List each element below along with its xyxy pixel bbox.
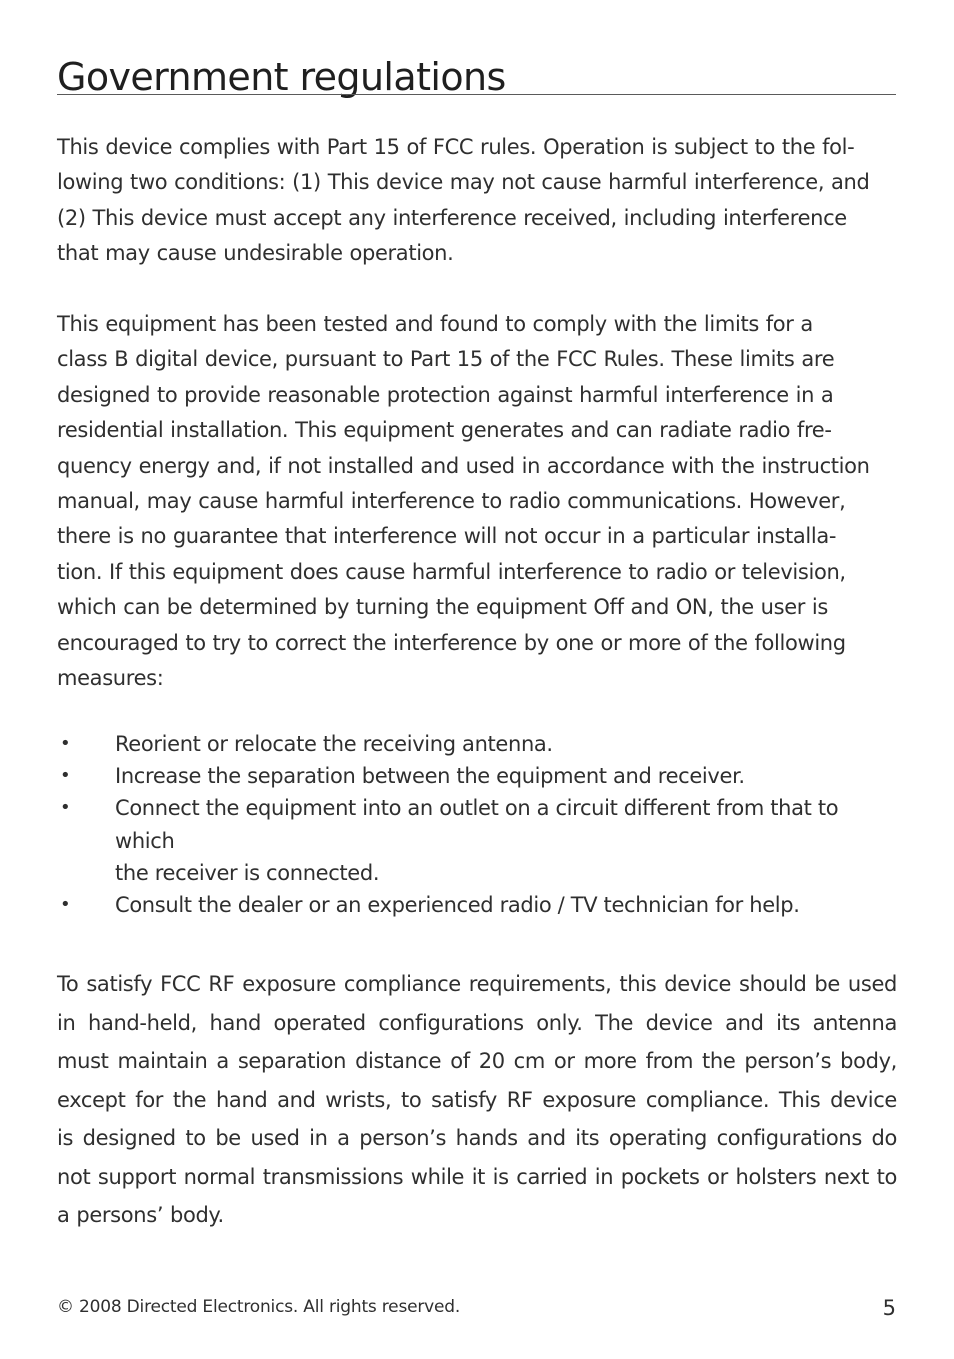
bullet-icon: • xyxy=(60,733,71,754)
list-item xyxy=(57,760,897,792)
measures-bullet-list xyxy=(57,728,897,921)
paragraph-line: is designed to be used in a person’s hands and its operating configurations do xyxy=(57,1126,897,1150)
list-item-text: Increase the separation between the equipment and receiver. xyxy=(115,764,745,789)
paragraph-line: measures: xyxy=(57,666,164,691)
paragraph-line: This device complies with Part 15 of FCC rules. Operation is subject to the fol- xyxy=(57,135,855,159)
paragraph-line: which can be determined by turning the equipment Off and ON, the user is xyxy=(57,595,828,620)
paragraph-line: residential installation. This equipment generates and can radiate radio fre- xyxy=(57,418,832,443)
paragraph-line: must maintain a separation distance of 20 cm or more from the person’s body, xyxy=(57,1049,897,1073)
paragraph-line: To satisfy FCC RF exposure compliance requirements, this device should be used xyxy=(57,972,897,996)
paragraph-rf-exposure xyxy=(57,965,897,1235)
list-item-text: Consult the dealer or an experienced radio / TV technician for help. xyxy=(115,893,800,918)
paragraph-class-b-equipment xyxy=(57,307,897,696)
paragraph-line: not support normal transmissions while it is carried in pockets or holsters next to xyxy=(57,1164,897,1189)
page-title: Government regulations xyxy=(57,55,506,99)
paragraph-line: This equipment has been tested and found to comply with the limits for a xyxy=(57,312,813,336)
list-item xyxy=(57,889,897,921)
paragraph-line: except for the hand and wrists, to satisfy RF exposure compliance. This device xyxy=(57,1087,897,1112)
list-item-text: the receiver is connected. xyxy=(115,860,380,885)
paragraph-line: class B digital device, pursuant to Part 15 of the FCC Rules. These limits are xyxy=(57,347,835,372)
paragraph-line: lowing two conditions: (1) This device may not cause harmful interference, and xyxy=(57,170,870,195)
footer-copyright: © 2008 Directed Electronics. All rights reserved. xyxy=(57,1297,461,1317)
bullet-icon: • xyxy=(60,797,71,819)
paragraph-line: quency energy and, if not installed and used in accordance with the instruction xyxy=(57,453,870,478)
title-underline-rule xyxy=(57,94,896,95)
page-number: 5 xyxy=(882,1296,896,1320)
paragraph-line: a persons’ body. xyxy=(57,1203,224,1227)
list-item-text: Connect the equipment into an outlet on a circuit different from that to xyxy=(115,796,839,821)
paragraph-line: in hand-held, hand operated configurations only. The device and its antenna xyxy=(57,1010,897,1035)
paragraph-line: there is no guarantee that interference will not occur in a particular installa- xyxy=(57,524,837,549)
paragraph-line: designed to provide reasonable protection against harmful interference in a xyxy=(57,382,834,407)
list-item xyxy=(57,728,897,760)
paragraph-line: manual, may cause harmful interference to radio communications. However, xyxy=(57,489,846,514)
list-item xyxy=(57,792,897,889)
bullet-icon: • xyxy=(60,765,71,787)
list-item-text: which xyxy=(115,828,175,853)
paragraph-fcc-part15-compliance xyxy=(57,130,897,272)
bullet-icon: • xyxy=(60,894,71,916)
paragraph-line: encouraged to try to correct the interference by one or more of the following xyxy=(57,630,846,655)
paragraph-line: tion. If this equipment does cause harmful interference to radio or television, xyxy=(57,559,846,584)
title-row xyxy=(57,54,896,100)
list-item-text: Reorient or relocate the receiving antenna. xyxy=(115,732,553,756)
paragraph-line: that may cause undesirable operation. xyxy=(57,241,454,266)
paragraph-line: (2) This device must accept any interference received, including interference xyxy=(57,205,847,230)
